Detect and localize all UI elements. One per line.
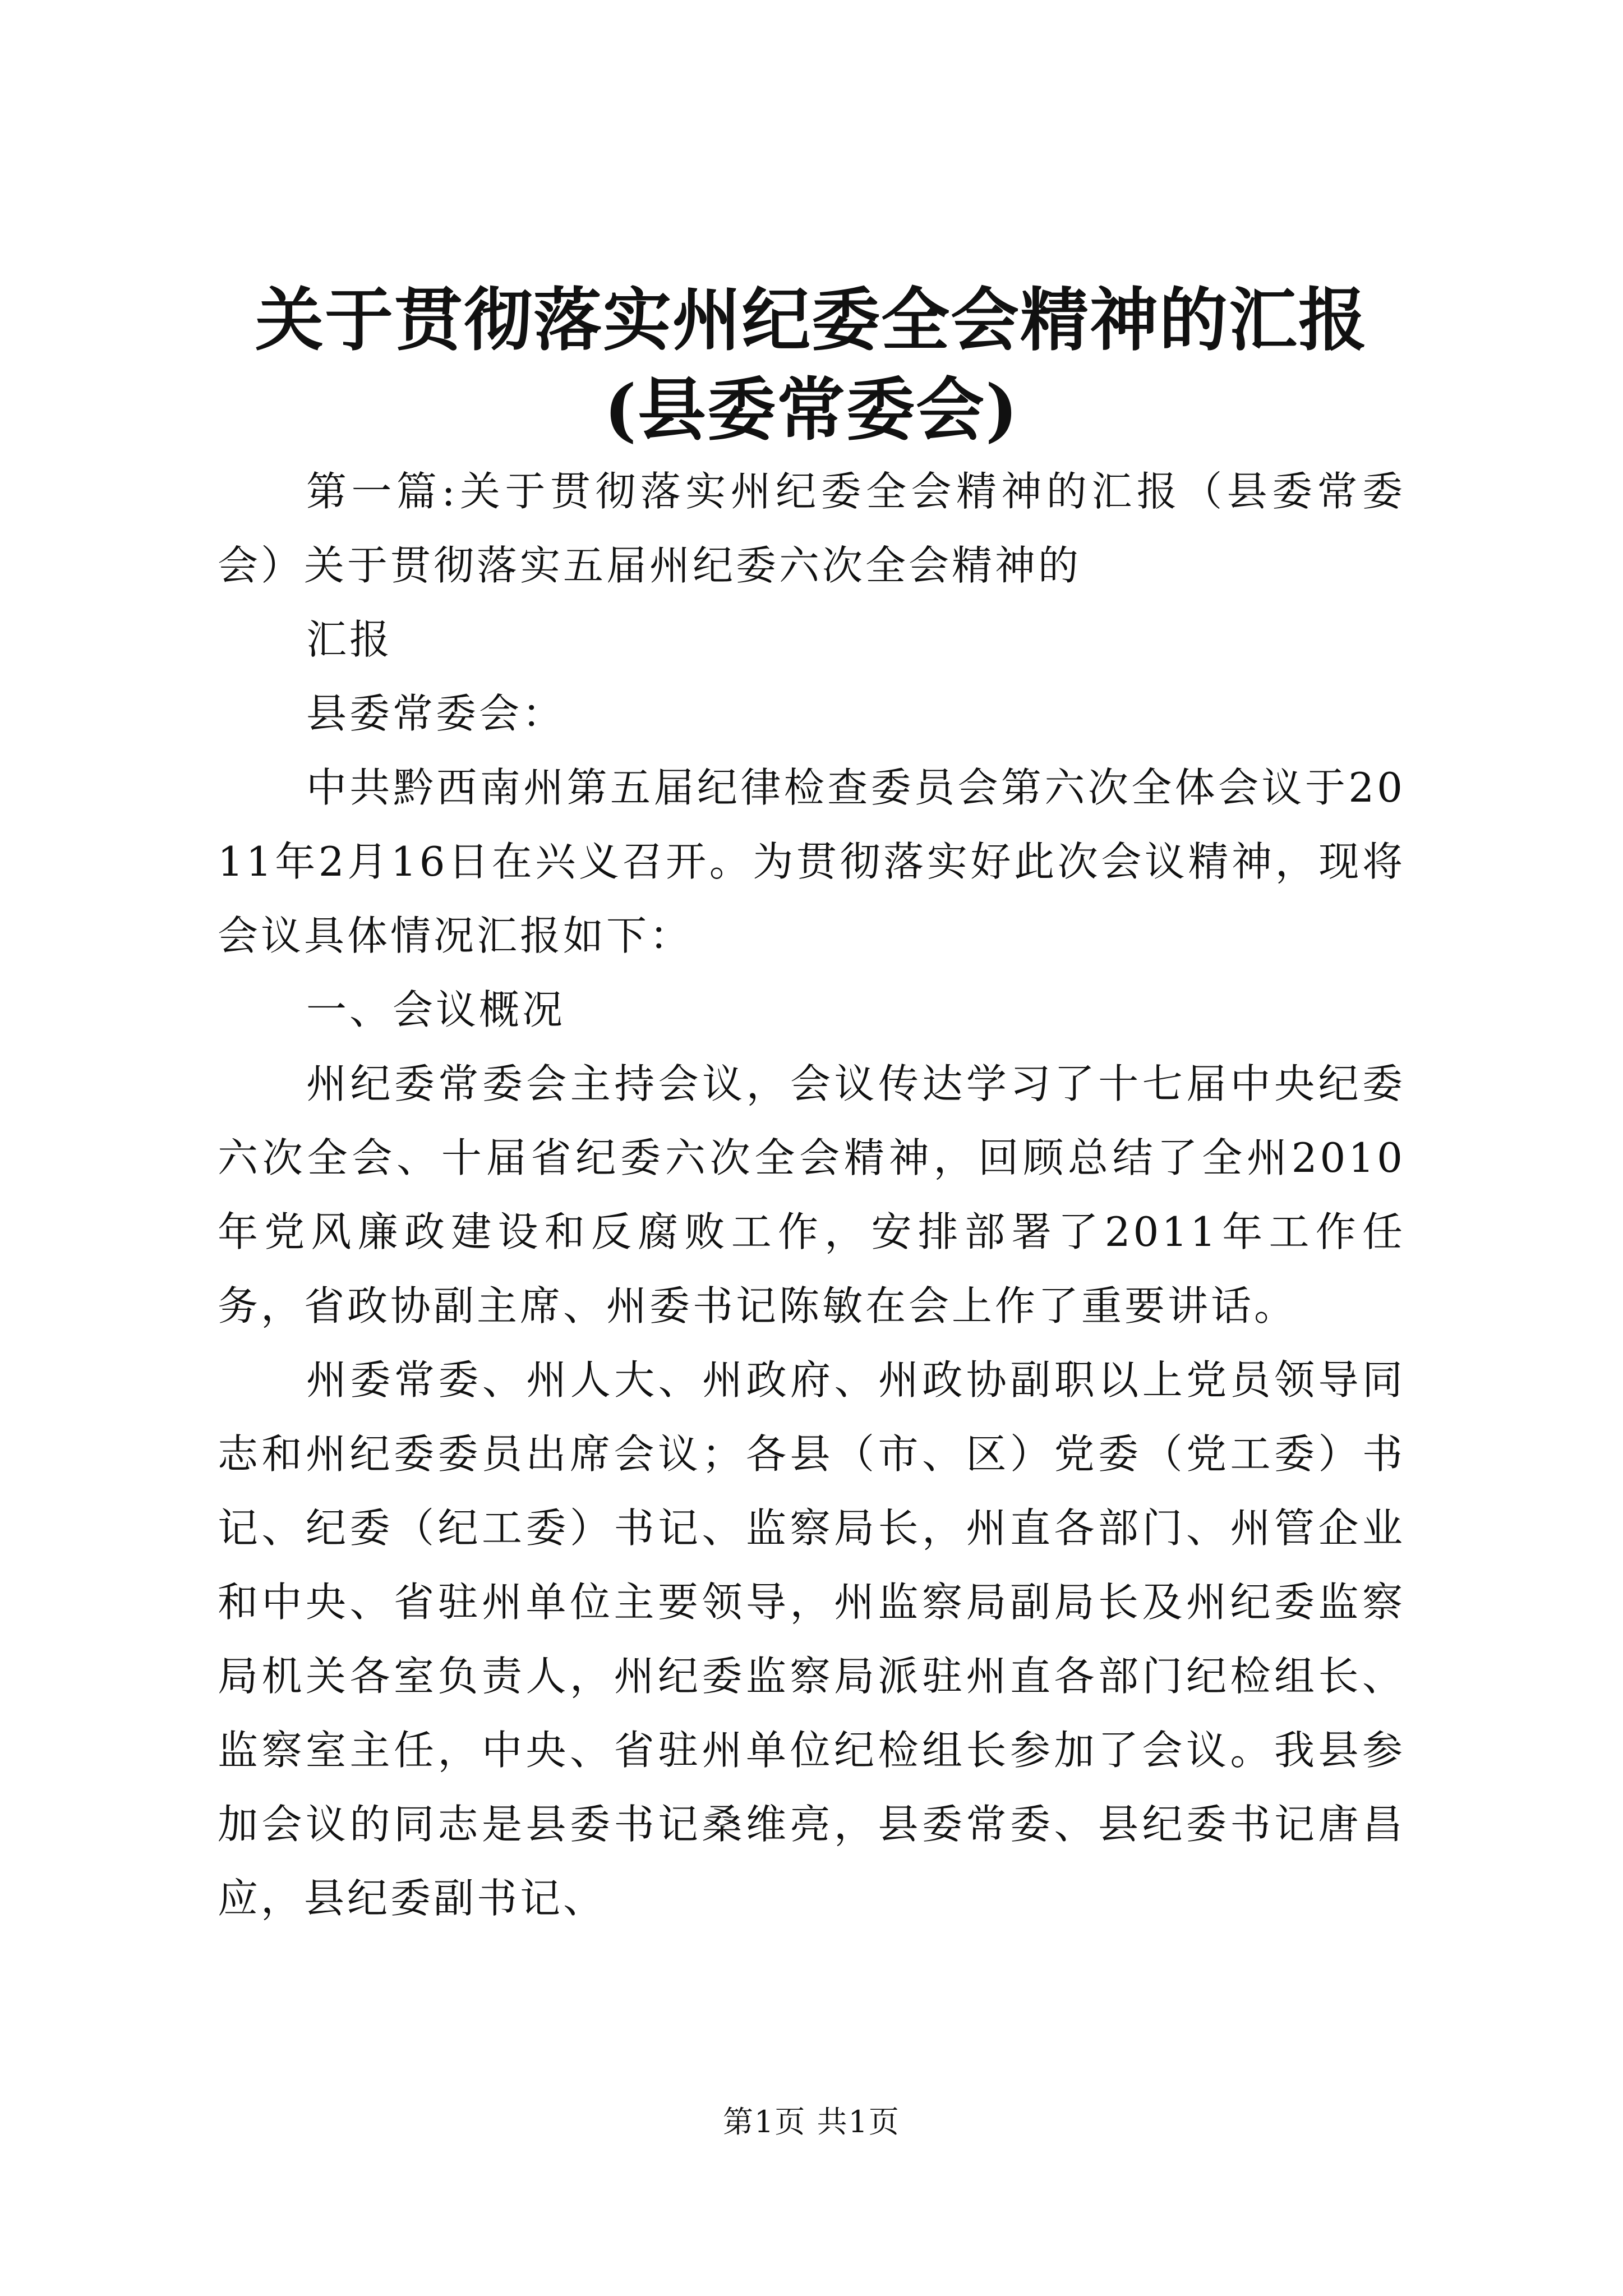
paragraph-section-heading: 第一篇:关于贯彻落实州纪委全会精神的汇报（县委常委会）关于贯彻落实五届州纪委六次全会精神的 bbox=[218, 468, 1405, 589]
paragraph-report-label: 汇报 bbox=[306, 616, 393, 663]
paragraph-addressee: 县委常委会： bbox=[306, 690, 566, 737]
paragraph-introduction: 中共黔西南州第五届纪律检查委员会第六次全体会议于2011年2月16日在兴义召开。为贯彻落实好此次会议精神，现将会议具体情况汇报如下： bbox=[218, 764, 1405, 959]
paragraph-subheading-overview: 一、会议概况 bbox=[306, 986, 566, 1033]
page-footer: 第1页 共1页 bbox=[723, 2104, 900, 2139]
document-title: 关于贯彻落实州纪委全会精神的汇报(县委常委会) bbox=[255, 279, 1368, 450]
paragraph-meeting-content: 州纪委常委会主持会议，会议传达学习了十七届中央纪委六次全会、十届省纪委六次全会精神，回顾总结了全州2010年党风廉政建设和反腐败工作，安排部署了2011年工作任务，省政协副主席、州委书记陈敏在会上作了重要讲话。 bbox=[218, 1060, 1405, 1329]
document-body bbox=[218, 454, 1405, 1935]
paragraph-attendees: 州委常委、州人大、州政府、州政协副职以上党员领导同志和州纪委委员出席会议；各县（市、区）党委（党工委）书记、纪委（纪工委）书记、监察局长，州直各部门、州管企业和中央、省驻州单位主要领导，州监察局副局长及州纪委监察局机关各室负责人，州纪委监察局派驻州直各部门纪检组长、监察室主任，中央、省驻州单位纪检组长参加了会议。我县参加会议的同志是县委书记桑维亮，县委常委、县纪委书记唐昌应，县纪委副书记、 bbox=[218, 1356, 1405, 1922]
